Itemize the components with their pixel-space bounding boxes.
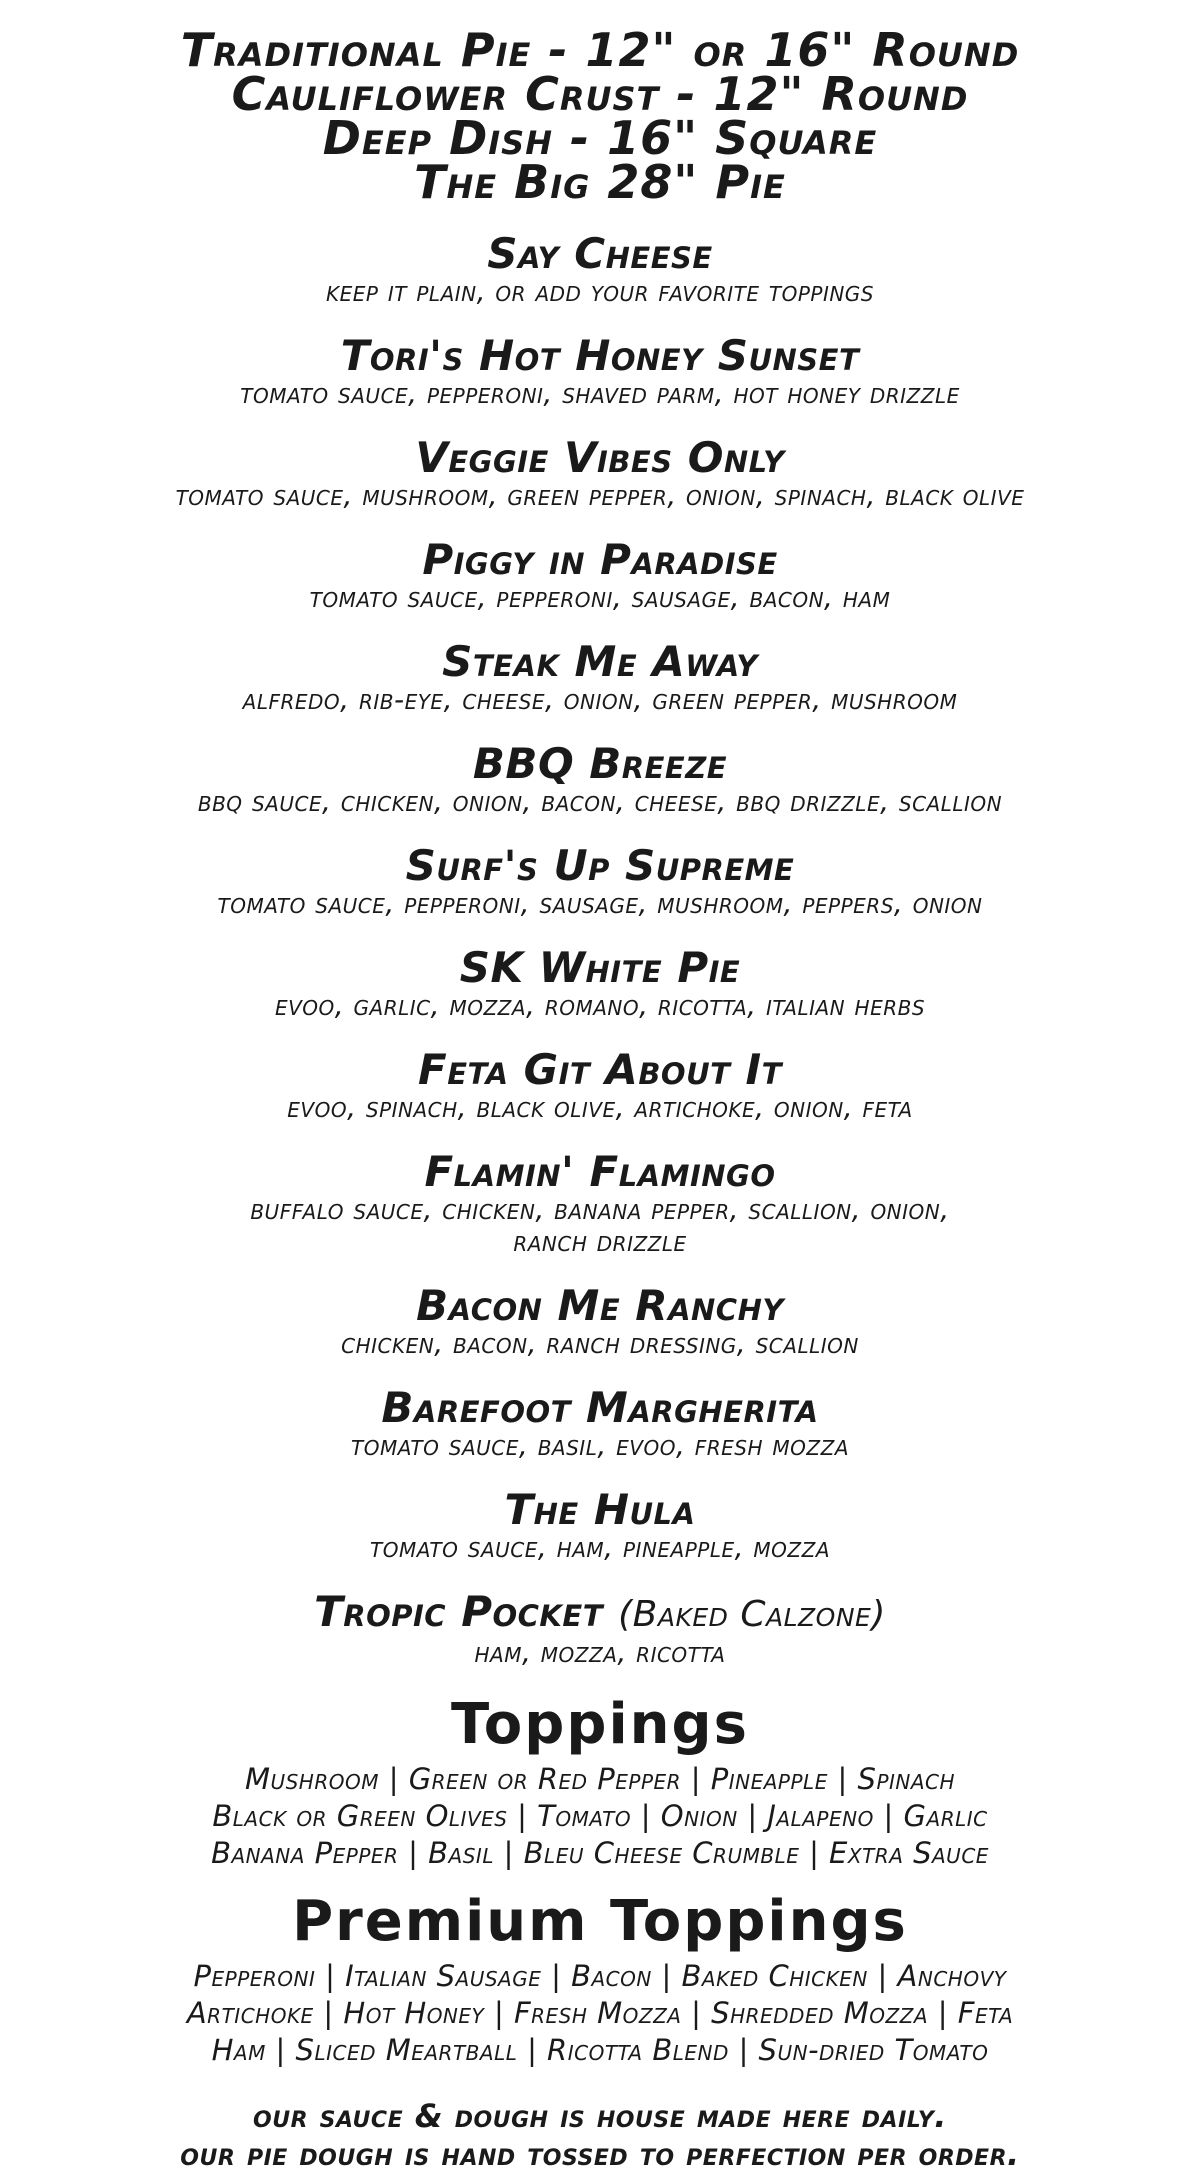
pizza-name: BBQ Breeze: [472, 739, 728, 788]
pizza-description: tomato sauce, basil, evoo, fresh mozza: [350, 1429, 849, 1462]
pizza-item: [0, 535, 1200, 614]
size-cauliflower: Cauliflower Crust - 12" Round: [231, 67, 969, 121]
premium-toppings-title: Premium Toppings: [292, 1889, 908, 1954]
pizza-item: [0, 1281, 1200, 1360]
pizza-item: [0, 943, 1200, 1022]
pizza-name: Tori's Hot Honey Sunset: [340, 331, 860, 380]
pizza-name: Bacon Me Ranchy: [416, 1281, 784, 1330]
pizza-item: [0, 1485, 1200, 1564]
toppings-title: Toppings: [451, 1692, 749, 1757]
pizza-description: bbq sauce, chicken, onion, bacon, cheese, bbq drizzle, scallion: [197, 785, 1003, 818]
pizza-description: tomato sauce, pepperoni, sausage, mushroom, peppers, onion: [217, 887, 983, 920]
pizza-item: [0, 1587, 1200, 1669]
pizza-item: [0, 331, 1200, 410]
footer-line: our sauce & dough is house made here daily.: [253, 2097, 947, 2135]
toppings-line: Banana Pepper | Basil | Bleu Cheese Crumble | Extra Sauce: [211, 1836, 989, 1870]
pizza-description: tomato sauce, mushroom, green pepper, onion, spinach, black olive: [175, 479, 1025, 512]
size-deep-dish: Deep Dish - 16" Square: [322, 111, 878, 165]
pizza-name-main: Tropic Pocket: [314, 1587, 603, 1636]
pizza-description-continued: ranch drizzle: [513, 1225, 687, 1258]
pizza-item: [0, 1147, 1200, 1258]
pizza-name: SK White Pie: [459, 943, 741, 992]
pizza-name: Barefoot Margherita: [381, 1383, 819, 1432]
pizza-name: Surf's Up Supreme: [405, 841, 795, 890]
footer-note: [0, 2097, 1200, 2173]
premium-toppings-line: Ham | Sliced Meartball | Ricotta Blend | Sun-dried Tomato: [211, 2033, 989, 2067]
pizza-name: The Hula: [504, 1485, 696, 1534]
pizza-description: tomato sauce, pepperoni, shaved parm, hot honey drizzle: [240, 377, 960, 410]
pizza-item: [0, 1383, 1200, 1462]
premium-toppings-line: Artichoke | Hot Honey | Fresh Mozza | Shredded Mozza | Feta: [186, 1996, 1014, 2030]
pizza-description: buffalo sauce, chicken, banana pepper, scallion, onion,: [250, 1193, 950, 1226]
pizza-item: [0, 1045, 1200, 1124]
pizza-name: Say Cheese: [487, 229, 713, 278]
pizza-item: [0, 433, 1200, 512]
pizza-item: [0, 637, 1200, 716]
footer-line: our pie dough is hand tossed to perfection per order.: [180, 2135, 1020, 2173]
pizza-description: keep it plain, or add your favorite toppings: [326, 275, 874, 308]
pizza-description: ham, mozza, ricotta: [474, 1636, 726, 1669]
premium-toppings-section: [0, 1889, 1200, 2069]
toppings-line: Black or Green Olives | Tomato | Onion | Jalapeno | Garlic: [212, 1799, 988, 1833]
size-traditional: Traditional Pie - 12" or 16" Round: [180, 23, 1020, 77]
toppings-line: Mushroom | Green or Red Pepper | Pineapple | Spinach: [244, 1762, 956, 1796]
crust-sizes: [0, 0, 1200, 209]
pizza-name-note: (Baked Calzone): [618, 1594, 886, 1635]
pizza-description: chicken, bacon, ranch dressing, scallion: [341, 1327, 859, 1360]
pizza-name: Flamin' Flamingo: [424, 1147, 776, 1196]
premium-toppings-line: Pepperoni | Italian Sausage | Bacon | Baked Chicken | Anchovy: [193, 1959, 1007, 1993]
size-big-pie: The Big 28" Pie: [414, 155, 786, 209]
pizza-name: Piggy in Paradise: [422, 535, 778, 584]
toppings-section: [0, 1692, 1200, 1872]
pizza-item: [0, 739, 1200, 818]
pizza-description: tomato sauce, pepperoni, sausage, bacon, ham: [309, 581, 891, 614]
pizza-item: [0, 841, 1200, 920]
pizza-name: Steak Me Away: [442, 637, 758, 686]
pizza-name: Veggie Vibes Only: [415, 433, 785, 482]
pizza-name: Feta Git About It: [418, 1045, 782, 1094]
pizza-description: tomato sauce, ham, pineapple, mozza: [369, 1531, 831, 1564]
pizza-item: [0, 229, 1200, 308]
pizza-description: evoo, spinach, black olive, artichoke, onion, feta: [287, 1091, 913, 1124]
pizza-name: [0, 1587, 1200, 1637]
pizza-description: evoo, garlic, mozza, romano, ricotta, italian herbs: [274, 989, 926, 1022]
pizza-description: alfredo, rib-eye, cheese, onion, green pepper, mushroom: [242, 683, 958, 716]
